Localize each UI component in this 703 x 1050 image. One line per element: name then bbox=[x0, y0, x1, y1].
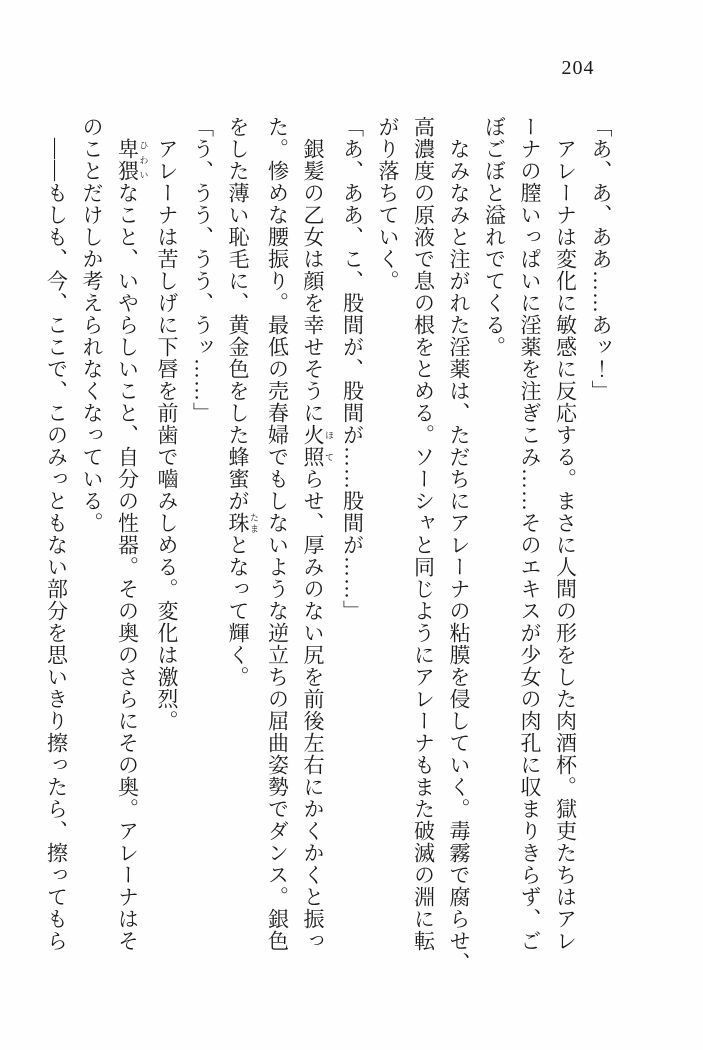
text-line: ーナの膣いっぱいに淫薬を注ぎこみ……そのエキスが少女の肉孔に収まりきらず、ご bbox=[518, 116, 542, 952]
text-line: をした薄い恥毛に、黄金色をした蜂蜜が珠 たまとなって輝く。 bbox=[226, 116, 259, 688]
text-block bbox=[44, 116, 618, 974]
text-line: 高濃度の原液で息の根をとめる。ソーシャと同じようにアレーナもまた破滅の淵に転 bbox=[411, 116, 436, 952]
page-number: 204 bbox=[561, 57, 595, 79]
text-line: ――もしも、今、ここで、このみっともない部分を思いきり擦ったら、擦ってもら bbox=[44, 138, 69, 952]
text-line: 「あ、あ、ああ……あッ！」 bbox=[589, 116, 613, 402]
text-line: のことだけしか考えられなくなっている。 bbox=[80, 116, 104, 534]
text-line: アレーナは変化に敏感に反応する。まさに人間の形をした肉酒杯。獄吏たちはアレ bbox=[553, 138, 578, 952]
text-line: 「う、うう、うう、うッ……」 bbox=[190, 116, 215, 424]
text-line: 銀髪の乙女は顔を幸せそうに火照 ほてらせ、厚みのない尻を前後左右にかくかくと振っ bbox=[301, 138, 334, 952]
text-line: がり落ちていく。 bbox=[376, 116, 400, 292]
text-line: 「あ、ああ、こ、股間が、股間が……股間が……」 bbox=[340, 116, 365, 622]
text-line: アレーナは苦しげに下唇を前歯で嚙みしめる。変化は激烈。 bbox=[155, 138, 179, 732]
text-line: なみなみと注がれた淫薬は、ただちにアレーナの粘膜を侵していく。毒霧で腐らせ、 bbox=[447, 138, 471, 974]
text-line: 卑猥 ひわいなこと、いやらしいこと、自分の性器。その奥のさらにその奥。アレーナはそ bbox=[115, 138, 149, 952]
text-line: た。惨めな腰振り。最低の売春婦でもしないような逆立ちの屈曲姿勢でダンス。銀色 bbox=[265, 116, 290, 952]
text-line: ぼごぼと溢れでてくる。 bbox=[482, 116, 507, 358]
